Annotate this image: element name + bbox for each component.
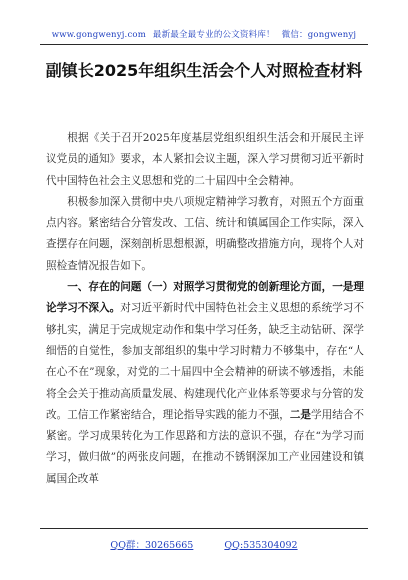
site-link[interactable]: www.gongwenyj.com [51, 30, 147, 40]
document-title: 副镇长2025年组织生活会个人对照检查材料 [45, 61, 363, 80]
footer-divider [40, 528, 368, 529]
paragraph-text: 学用结合不紧密。学习成果转化为工作思路和方法的意识不强，存在“为学习而学习，做归做”的两张皮问题，在推动不锈钢深加工产业园建设和镇属国企改革 [46, 408, 365, 485]
qq-group-link[interactable]: QQ群：30265665 [110, 540, 194, 551]
qq-contact-link[interactable]: QQ:535304092 [224, 540, 298, 551]
paragraph [46, 128, 364, 192]
subpoint-marker: 二是 [289, 408, 312, 421]
paragraph-text: 对习近平新时代中国特色社会主义思想的系统学习不够扎实，满足于完成规定动作和集中学习任务，缺乏主动钻研、深学细悟的自觉性，参加支部组织的集中学习时精力不够集中，存在“人在心不在”现象，对党的二十届四中全会精神的研读不够透指，未能将全会关于推动高质量发展、构建现代化产业体系等要求与分管的发改。工信工作紧密结合，理论指导实践的能力不强， [46, 302, 364, 421]
paragraph-text: 积极参加深入贯彻中央八项规定精神学习教育，对照五个方面重点内容。紧密结合分管发改、工信、统计和镇属国企工作实际，深入查摆存在问题，深刻剖析思想根源，明确整改措施方向，现将个人对照检查情况报告如下。 [46, 195, 364, 272]
page-header [0, 28, 408, 40]
paragraph [46, 192, 364, 277]
section-heading: 一、存在的问题（一）对照学习贯彻党的创新理论方面，一是理论学习不深入。 [46, 281, 364, 315]
header-slogan: 最新最全最专业的公文资料库！ [152, 30, 275, 40]
paragraph [46, 277, 364, 490]
page-footer [0, 537, 408, 551]
document-body [46, 128, 364, 490]
paragraph-text: 根据《关于召开2025年度基层党组织组织生活会和开展民主评议党员的通知》要求，本人紧扣会议主题，深入学习贯彻习近平新时代中国特色社会主义思想和党的二十届四中全会精神。 [46, 132, 364, 187]
header-wechat: 微信：gongwenyj [281, 30, 357, 40]
header-divider [40, 44, 368, 45]
